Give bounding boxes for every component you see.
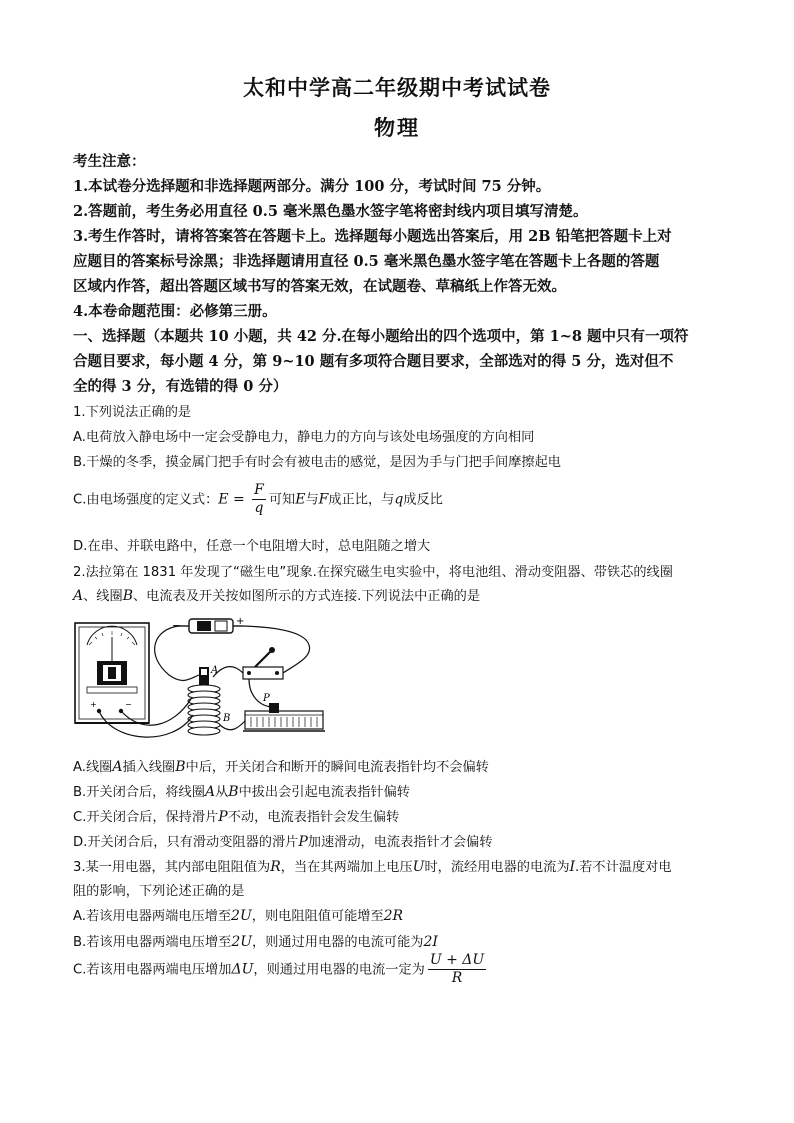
- fraction-numerator: F: [254, 482, 264, 498]
- stem-text: .若不计温度对电: [575, 860, 672, 875]
- stem-text: ，当在其两端加上电压: [280, 860, 413, 875]
- option-text: ，则通过用电器的电流可能为: [252, 935, 424, 950]
- math-equals: =: [228, 491, 250, 508]
- option-text: 中后，开关闭合和断开的瞬间电流表指针均不会偏转: [185, 760, 489, 775]
- coil-assembly: [188, 665, 230, 735]
- option-c-text-2: 与: [305, 492, 319, 508]
- fraction-denominator: R: [451, 970, 463, 986]
- notice-item-4: 4.本卷命题范围：必修第三册。: [73, 303, 277, 320]
- question-2-option-c: [73, 806, 399, 825]
- math-i: I: [569, 859, 576, 875]
- math-2u: 2U: [231, 934, 253, 950]
- option-text: D.开关闭合后，只有滑动变阻器的滑片: [73, 835, 299, 850]
- option-text: C.开关闭合后，保持滑片: [73, 810, 219, 825]
- math-coil-a: A: [112, 759, 123, 775]
- option-text: B.若该用电器两端电压增至: [73, 935, 232, 950]
- math-e: E: [218, 491, 229, 508]
- option-c-prefix: C.由电场强度的定义式：: [73, 492, 219, 508]
- question-2-option-d: [73, 831, 492, 850]
- notice-item-1: 1.本试卷分选择题和非选择题两部分。满分 100 分，考试时间 75 分钟。: [73, 178, 551, 195]
- battery-plus-label: +: [236, 616, 245, 627]
- stem-text: 、线圈: [83, 589, 123, 604]
- option-text: ，则通过用电器的电流一定为: [253, 962, 425, 978]
- section-1-instructions-line-3: 全的得 3 分，有选错的得 0 分）: [73, 378, 288, 395]
- math-delta-u: ΔU: [231, 961, 254, 978]
- math-slider-p: P: [298, 834, 308, 850]
- section-1-instructions-line-1: 一、选择题（本题共 10 小题，共 42 分.在每小题给出的四个选项中，第 1~8 题中只有一项符: [73, 328, 689, 345]
- question-3-stem-line-1: [73, 856, 672, 875]
- coil-b-label: B: [223, 713, 231, 724]
- notice-item-3-line-2: 应题目的答案标号涂黑；非选择题请用直径 0.5 毫米黑色墨水签字笔在答题卡上各题的答题: [73, 253, 660, 270]
- option-text: 加速滑动，电流表指针才会偏转: [307, 835, 493, 850]
- question-2-option-b: [73, 781, 410, 800]
- math-e: E: [295, 491, 306, 508]
- math-r: R: [270, 859, 281, 875]
- math-coil-a: A: [204, 784, 216, 800]
- question-3-stem-line-2: 阻的影响，下列论述正确的是: [73, 884, 245, 899]
- option-text: C.若该用电器两端电压增加: [73, 962, 232, 978]
- coil-a-label: A: [211, 665, 219, 676]
- math-coil-b: B: [175, 759, 186, 775]
- question-2-stem-line-1: 2.法拉第在 1831 年发现了“磁生电”现象.在探究磁生电实验中，将电池组、滑动变阻器、带铁芯的线圈: [73, 565, 673, 580]
- notice-item-3-line-3: 区域内作答，超出答题区域书写的答案无效，在试题卷、草稿纸上作答无效。: [73, 278, 566, 295]
- math-u: U: [412, 859, 425, 875]
- stem-text: 时，流经用电器的电流为: [424, 860, 570, 875]
- option-text: A.线圈: [73, 760, 113, 775]
- option-c-text-1: 可知: [268, 492, 296, 508]
- section-1-instructions-line-2: 合题目要求，每小题 4 分，第 9~10 题有多项符合题目要求，全部选对的得 5 分，选对但不: [73, 353, 674, 370]
- slider-p-label: P: [263, 693, 270, 704]
- notice-heading: 考生注意：: [73, 153, 146, 170]
- battery-pack: [172, 616, 244, 633]
- math-2u: 2U: [231, 908, 252, 924]
- meter-minus-label: −: [125, 700, 132, 709]
- exam-title: 太和中学高二年级期中考试试卷: [243, 75, 551, 100]
- math-q: q: [394, 491, 404, 508]
- option-c-text-3: 成正比，与: [328, 492, 395, 508]
- math-coil-b: B: [122, 588, 133, 604]
- math-2r: 2R: [383, 908, 404, 924]
- option-text: ，则电阻阻值可能增至: [251, 909, 384, 924]
- fraction-denominator: q: [254, 500, 264, 516]
- galvanometer: [75, 623, 149, 723]
- question-1-option-d: D.在串、并联电路中，任意一个电阻增大时，总电阻随之增大: [73, 539, 431, 554]
- knife-switch: [243, 647, 283, 679]
- option-text: A.若该用电器两端电压增至: [73, 909, 232, 924]
- option-text: B.开关闭合后，将线圈: [73, 785, 205, 800]
- question-2-option-a: [73, 756, 489, 775]
- math-slider-p: P: [218, 809, 228, 825]
- math-coil-b: B: [228, 784, 239, 800]
- question-3-option-a: [73, 905, 403, 924]
- math-coil-a: A: [73, 588, 84, 604]
- current-fraction: [428, 952, 486, 987]
- stem-text: 3.某一用电器，其内部电阻阻值为: [73, 860, 271, 875]
- question-1-stem: 1.下列说法正确的是: [73, 405, 192, 420]
- question-3-option-b: [73, 931, 438, 950]
- question-3-option-c: [73, 952, 489, 987]
- induction-circuit-diagram: [73, 615, 329, 753]
- battery-minus-label: −: [172, 619, 182, 632]
- question-1-option-b: B.干燥的冬季，摸金属门把手有时会有被电击的感觉，是因为手与门把手间摩擦起电: [73, 455, 561, 470]
- math-f: F: [318, 491, 329, 508]
- option-text: 中拔出会引起电流表指针偏转: [238, 785, 410, 800]
- subject-title: 物理: [374, 115, 420, 140]
- option-text: 从: [215, 785, 229, 800]
- math-2i: 2I: [423, 934, 438, 950]
- option-text: 插入线圈: [122, 760, 176, 775]
- stem-text: 、电流表及开关按如图所示的方式连接.下列说法中正确的是: [132, 589, 481, 604]
- option-text: 不动，电流表指针会发生偏转: [227, 810, 400, 825]
- question-2-stem-line-2: [73, 585, 480, 604]
- option-c-text-4: 成反比: [403, 492, 443, 508]
- meter-plus-label: +: [90, 700, 97, 709]
- field-strength-fraction: [252, 482, 266, 517]
- fraction-numerator: U + ΔU: [429, 952, 485, 968]
- question-1-option-a: A.电荷放入静电场中一定会受静电力，静电力的方向与该处电场强度的方向相同: [73, 430, 535, 445]
- notice-item-2: 2.答题前，考生务必用直径 0.5 毫米黑色墨水签字笔将密封线内项目填写清楚。: [73, 203, 588, 220]
- question-1-option-c: [73, 482, 443, 517]
- notice-item-3-line-1: 3.考生作答时，请将答案答在答题卡上。选择题每小题选出答案后，用 2B 铅笔把答题卡上对: [73, 228, 672, 245]
